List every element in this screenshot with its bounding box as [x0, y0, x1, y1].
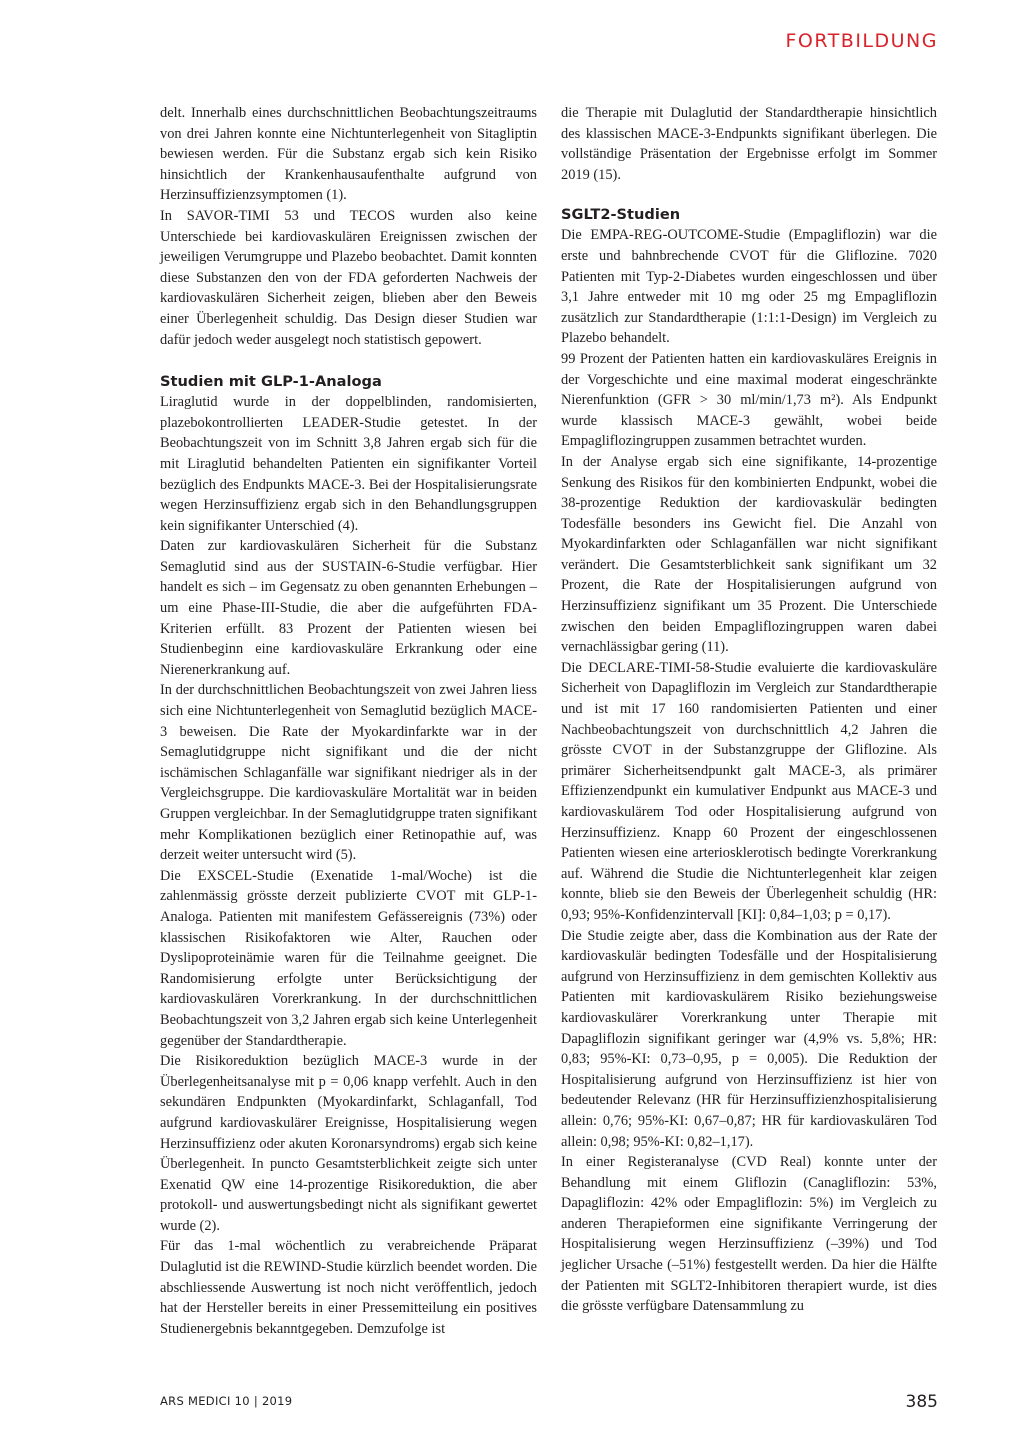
paragraph: Daten zur kardiovaskulären Sicherheit für die Substanz Semaglutid sind aus der SUSTAIN-6-Studie verfügbar. Hier handelt es sich – im Gegensatz zu oben genannten Erhebungen – um eine Phase-III-Studie, die aber die aufgeführten FDA-Kriterien erfüllt. 83 Prozent der Patienten wiesen bei Studienbeginn eine kardiovaskuläre Erkrankung oder eine Nierenerkrankung auf.	[160, 538, 537, 678]
paragraph: Liraglutid wurde in der doppelblinden, randomisierten, plazebokontrollierten LEADER-Studie getestet. In der Beobachtungszeit von im Schnitt 3,8 Jahren ergab sich für die mit Liraglutid behandelten Patienten ein signifikanter Vorteil bezüglich des Endpunkts MACE-3. Bei der Hospitalisierungsrate wegen Herzinsuffizienz ergab sich in den Behandlungsgruppen kein signifikanter Unterschied (4).	[160, 394, 537, 534]
paragraph: 99 Prozent der Patienten hatten ein kardiovaskuläres Ereignis in der Vorgeschichte und eine maximal moderat eingeschränkte Nierenfunktion (GFR > 30 ml/min/1,73 m²). Als Endpunkt wurde klassisch MACE-3 gewählt, wobei beide Empagliflozingruppen zusammen betrachtet wurden.	[561, 350, 937, 450]
section-heading: Studien mit GLP-1-Analoga	[160, 373, 382, 391]
left-column	[160, 103, 537, 1339]
right-column	[561, 103, 937, 1317]
paragraph: Die Studie zeigte aber, dass die Kombination aus der Rate der kardiovaskulär bedingten Todesfälle und der Hospitalisierung aufgrund von Herzinsuffizienz in dem gemischten Kollektiv aus Patienten mit kardiovaskulärem Risiko beziehungsweise kardiovaskulärer Vorerkrankung unter Therapie mit Dapagliflozin signifikant geringer war (4,9% vs. 5,8%; HR: 0,83; 95%-KI: 0,73–0,95, p = 0,005). Die Reduktion der Hospitalisierung aufgrund von Herzinsuffizienz ist hier von bedeutender Relevanz (HR für Herzinsuffizienzhospitalisierung allein: 0,76; 95%-KI: 0,67–0,87; HR für kardiovaskulären Tod allein: 0,98; 95%-KI: 0,82–1,17).	[561, 927, 937, 1150]
paragraph: Für das 1-mal wöchentlich zu verabreichende Präparat Dulaglutid ist die REWIND-Studie kürzlich beendet worden. Die abschliessende Auswertung ist noch nicht veröffentlich, jedoch hat der Hersteller bereits in einer Pressemitteilung ein positives Studienergebnis bekanntgegeben. Demzufolge ist	[160, 1238, 537, 1337]
paragraph: die Therapie mit Dulaglutid der Standardtherapie hinsichtlich des klassischen MACE-3-Endpunkts signifikant überlegen. Die vollständige Präsentation der Ergebnisse erfolgt im Sommer 2019 (15).	[561, 105, 937, 183]
paragraph: Die Risikoreduktion bezüglich MACE-3 wurde in der Überlegenheitsanalyse mit p = 0,06 knapp verfehlt. Auch in den sekundären Endpunkten (Myokardinfarkt, Schlaganfall, Tod aufgrund kardiovaskulärer Ereignisse, Hospitalisierung wegen Herzinsuffizienz oder akuten Koronarsyndroms) ergab sich keine Überlegenheit. In puncto Gesamtsterblichkeit zeigte sich unter Exenatid QW eine 14-prozentige Risikoreduktion, die aber protokoll- und auswertungsbedingt nicht als signifikant gewertet wurde (2).	[160, 1053, 537, 1234]
paragraph: delt. Innerhalb eines durchschnittlichen Beobachtungszeitraums von drei Jahren konnte eine Nichtunterlegenheit von Sitagliptin bewiesen werden. Für die Substanz ergab sich kein Risiko hinsichtlich der Krankenhausaufenthalte aufgrund von Herzinsuffizienzsymptomen (1).	[160, 105, 537, 204]
paragraph: In SAVOR-TIMI 53 und TECOS wurden also keine Unterschiede bei kardiovaskulären Ereignissen zwischen der jeweiligen Verumgruppe und Plazebo beobachtet. Damit konnten diese Substanzen den von der FDA geforderten Nachweis der kardiovaskulären Sicherheit zeigen, blieben aber den Beweis einer Überlegenheit schuldig. Das Design dieser Studien war dafür jedoch weder ausgelegt noch statistisch gepowert.	[160, 207, 537, 348]
paragraph: In der durchschnittlichen Beobachtungszeit von zwei Jahren liess sich eine Nichtunterlegenheit von Semaglutid bezüglich MACE-3 beweisen. Die Rate der Myokardinfarkte war in der Semaglutidgruppe nicht signifikant und die der nicht ischämischen Schlaganfälle war signifikant niedriger als in der Vergleichsgruppe. Die kardiovaskuläre Mortalität war in beiden Gruppen vergleichbar. In der Semaglutidgruppe traten signifikant mehr Komplikationen bezüglich einer Retinopathie auf, was derzeit weiter untersucht wird (5).	[160, 682, 537, 864]
section-heading: SGLT2-Studien	[561, 206, 681, 224]
journal-issue: ARS MEDICI 10 | 2019	[160, 1394, 293, 1408]
paragraph: Die EMPA-REG-OUTCOME-Studie (Empagliflozin) war die erste und bahnbrechende CVOT für die Gliflozine. 7020 Patienten mit Typ-2-Diabetes wurden eingeschlossen und über 3,1 Jahre entweder mit 10 mg oder 25 mg Empagliflozin zusätzlich zur Standardtherapie (1:1:1-Design) im Vergleich zu Plazebo behandelt.	[561, 227, 937, 347]
page-number: 385	[905, 1392, 938, 1412]
paragraph: In der Analyse ergab sich eine signifikante, 14-prozentige Senkung des Risikos für den kombinierten Endpunkt, wobei die 38-prozentige Reduktion der kardiovaskulär bedingten Todesfälle besonders ins Gewicht fiel. Die Anzahl von Myokardinfarkten oder Schlaganfällen war nicht signifikant verändert. Die Gesamtsterblichkeit sank signifikant um 32 Prozent, die Rate der Hospitalisierungen aufgrund von Herzinsuffizienz signifikant um 35 Prozent. Die Unterschiede zwischen den beiden Empagliflozingruppen waren dabei vernachlässigbar gering (11).	[561, 453, 937, 656]
section-label: FORTBILDUNG	[785, 30, 938, 52]
paragraph: Die EXSCEL-Studie (Exenatide 1-mal/Woche) ist die zahlenmässig grösste derzeit publizierte CVOT mit GLP-1-Analoga. Patienten mit manifestem Gefässereignis (73%) oder klassischen Risikofaktoren wie Alter, Rauchen oder Dyslipoproteinämie waren für die Teilnahme geeignet. Die Randomisierung erfolgte unter Berücksichtigung der kardiovaskulären Vorerkrankung. In der durchschnittlichen Beobachtungszeit von 3,2 Jahren ergab sich keine Unterlegenheit gegenüber der Standardtherapie.	[160, 867, 537, 1049]
paragraph: Die DECLARE-TIMI-58-Studie evaluierte die kardiovaskuläre Sicherheit von Dapagliflozin im Vergleich zur Standardtherapie und ist mit 17 160 randomisierten Patienten und einer Nachbeobachtungszeit von durchschnittlich 4,2 Jahren die grösste CVOT in der Substanzgruppe der Gliflozine. Als primärer Sicherheitsendpunkt galt MACE-3, als primärer Effizienzendpunkt ein kumulativer Endpunkt aus MACE-3 und kardiovaskulärem Tod oder Hospitalisierung aufgrund von Herzinsuffizienz. Knapp 60 Prozent der eingeschlossenen Patienten wiesen eine arteriosklerotisch bedingte Vorerkrankung auf. Während die Studie die Nichtunterlegenheit klar zeigen konnte, blieb sie den Beweis der Überlegenheit schuldig (HR: 0,93; 95%-Konfidenzintervall [KI]: 0,84–1,03; p = 0,17).	[561, 659, 937, 923]
paragraph: In einer Registeranalyse (CVD Real) konnte unter der Behandlung mit einem Gliflozin (Canagliflozin: 53%, Dapagliflozin: 42% oder Empagliflozin: 5%) im Vergleich zu anderen Therapieformen eine signifikante Verringerung der Hospitalisierung wegen Herzinsuffizienz (–39%) und Tod jeglicher Ursache (–51%) festgestellt werden. Da hier die Hälfte der Patienten mit SGLT2-Inhibitoren therapiert wurde, ist dies die grösste verfügbare Datensammlung zu	[561, 1154, 937, 1315]
